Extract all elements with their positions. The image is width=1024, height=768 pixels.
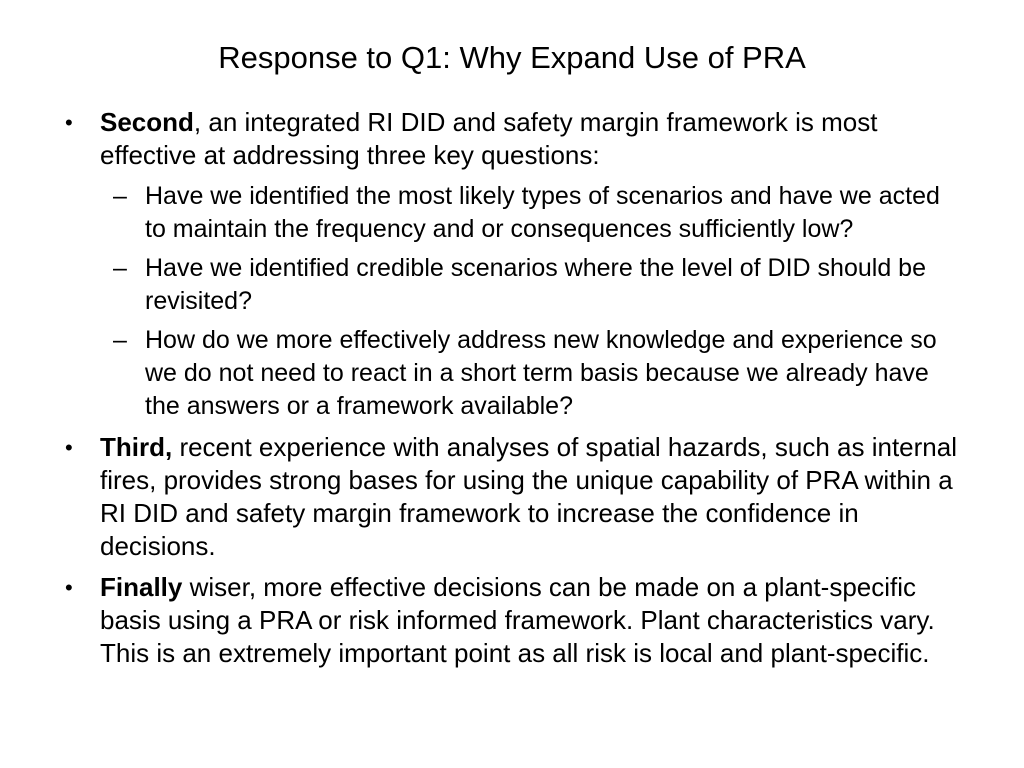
slide-body [0, 106, 960, 670]
slide-title: Response to Q1: Why Expand Use of PRA [218, 40, 806, 75]
bullet-body-text: wiser, more effective decisions can be made on a plant-specific basis using a PRA or risk informed framework. Plant characteristics vary. This is an extremely important point as all risk is local and plant-specific. [100, 572, 935, 668]
bullet-item [65, 106, 960, 172]
sub-bullet-text: How do we more effectively address new knowledge and experience so we do not need to react in a short term basis because we already have the answers or a framework available? [145, 326, 937, 420]
sub-bullet-text: Have we identified credible scenarios where the level of DID should be revisited? [145, 254, 926, 315]
bullet-lead: Second [100, 107, 194, 137]
bullet-item [65, 431, 960, 563]
sub-bullet-item [113, 252, 960, 318]
dash-icon: – [113, 326, 127, 354]
sub-bullet-text: Have we identified the most likely types of scenarios and have we acted to maintain the frequency and or consequences sufficiently low? [145, 182, 940, 243]
bullet-text [100, 571, 960, 670]
bullet-body-text: recent experience with analyses of spatial hazards, such as internal fires, provides strong bases for using the unique capability of PRA within a RI DID and safety margin framework to increase the confidence in decisions. [100, 432, 957, 561]
bullet-icon: • [65, 110, 73, 135]
dash-icon: – [113, 182, 127, 210]
bullet-body-text: , an integrated RI DID and safety margin framework is most effective at addressing three key questions: [100, 107, 878, 170]
bullet-item [65, 571, 960, 670]
bullet-lead: Finally [100, 572, 183, 602]
bullet-text [100, 106, 960, 172]
dash-icon: – [113, 254, 127, 282]
bullet-icon: • [65, 575, 73, 600]
sub-bullet-item [113, 180, 960, 246]
sub-bullet-item [113, 324, 960, 423]
bullet-text [100, 431, 960, 563]
bullet-icon: • [65, 435, 73, 460]
sub-bullet-list [65, 180, 960, 423]
bullet-lead: Third, [100, 432, 173, 462]
